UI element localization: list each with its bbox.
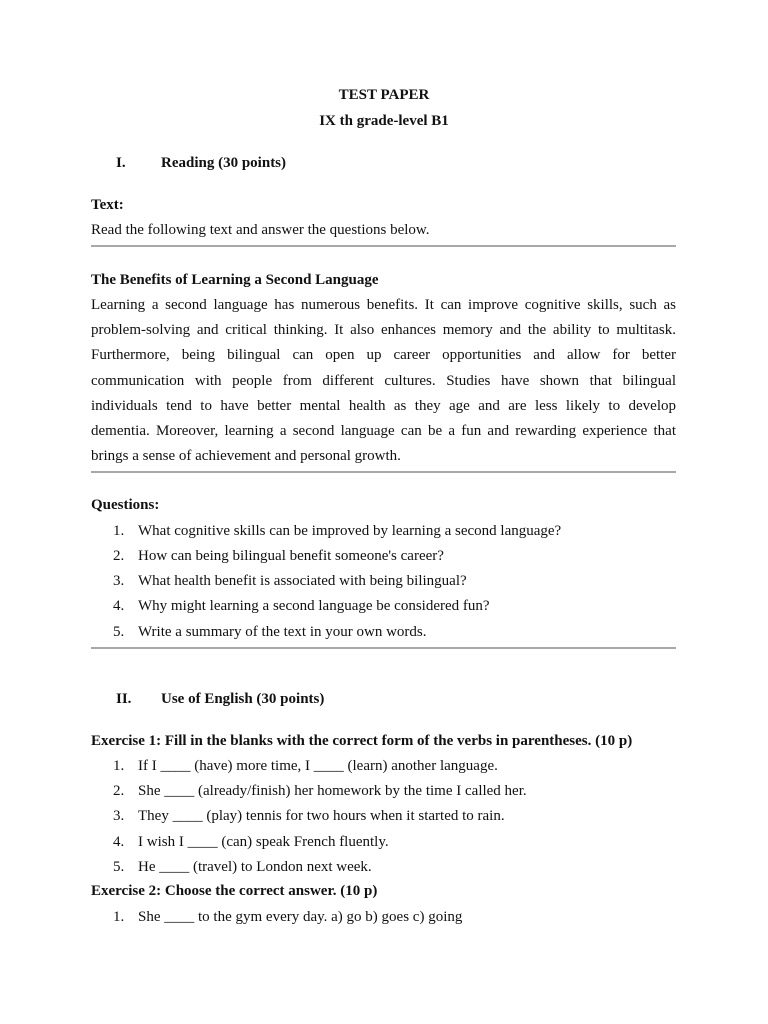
paragraph-line: brings a sense of achievement and personal growth. [91,448,401,465]
paragraph-line: Learning a second language has numerous benefits. It can improve cognitive skills, such as [91,297,676,313]
section-1-numeral: I. [116,155,126,171]
article-paragraph [91,296,676,472]
exercise-item-text: They ____ (play) tennis for two hours when it started to rain. [138,808,505,824]
exercise-item-number: 1. [113,909,125,925]
page-subtitle: IX th grade-level B1 [319,113,449,129]
question-number: 3. [113,573,125,589]
paragraph-line: dementia. Moreover, learning a second language can be a fun and rewarding experience that [91,422,676,439]
question-number: 1. [113,523,125,539]
paragraph-line: Furthermore, being bilingual can open up career opportunities and allow for better [91,347,676,364]
exercise-item-number: 5. [113,859,125,875]
divider [91,647,676,649]
reading-instruction: Read the following text and answer the questions below. [91,222,430,238]
page-title: TEST PAPER [338,87,430,103]
exercise-item-text: I wish I ____ (can) speak French fluently. [138,834,389,850]
article-title: The Benefits of Learning a Second Language [91,272,379,288]
question-text: Write a summary of the text in your own words. [138,624,427,640]
exercise-item-number: 1. [113,758,125,774]
question-number: 4. [113,598,125,614]
question-text: Why might learning a second language be considered fun? [138,598,490,614]
divider [91,245,676,247]
question-text: How can being bilingual benefit someone's career? [138,548,444,564]
paragraph-line: individuals tend to have better mental health as they age and are less likely to develop [91,397,676,414]
question-number: 5. [113,624,125,640]
question-number: 2. [113,548,125,564]
question-text: What health benefit is associated with being bilingual? [138,573,467,589]
divider [91,471,676,473]
paragraph-line: communication with people from different cultures. Studies have shown that bilingual [91,372,676,389]
exercise-item-text: She ____ to the gym every day. a) go b) goes c) going [138,909,463,925]
exercise-1-title: Exercise 1: Fill in the blanks with the correct form of the verbs in parentheses. (10 p) [91,733,633,749]
exercise-item-number: 3. [113,808,125,824]
exercise-2-title: Exercise 2: Choose the correct answer. (10 p) [91,883,378,899]
questions-label: Questions: [91,497,160,513]
exercise-item-number: 2. [113,783,125,799]
question-text: What cognitive skills can be improved by learning a second language? [138,523,562,539]
text-label: Text: [91,197,124,213]
exercise-item-number: 4. [113,834,125,850]
section-2-heading: Use of English (30 points) [161,691,325,707]
section-2-numeral: II. [116,691,132,707]
paragraph-line: problem-solving and critical thinking. It also enhances memory and the ability to multitask. [91,322,676,339]
exercise-item-text: He ____ (travel) to London next week. [138,859,372,875]
section-1-heading: Reading (30 points) [161,155,287,171]
exercise-item-text: If I ____ (have) more time, I ____ (learn) another language. [138,758,498,774]
exercise-item-text: She ____ (already/finish) her homework by the time I called her. [138,783,527,799]
